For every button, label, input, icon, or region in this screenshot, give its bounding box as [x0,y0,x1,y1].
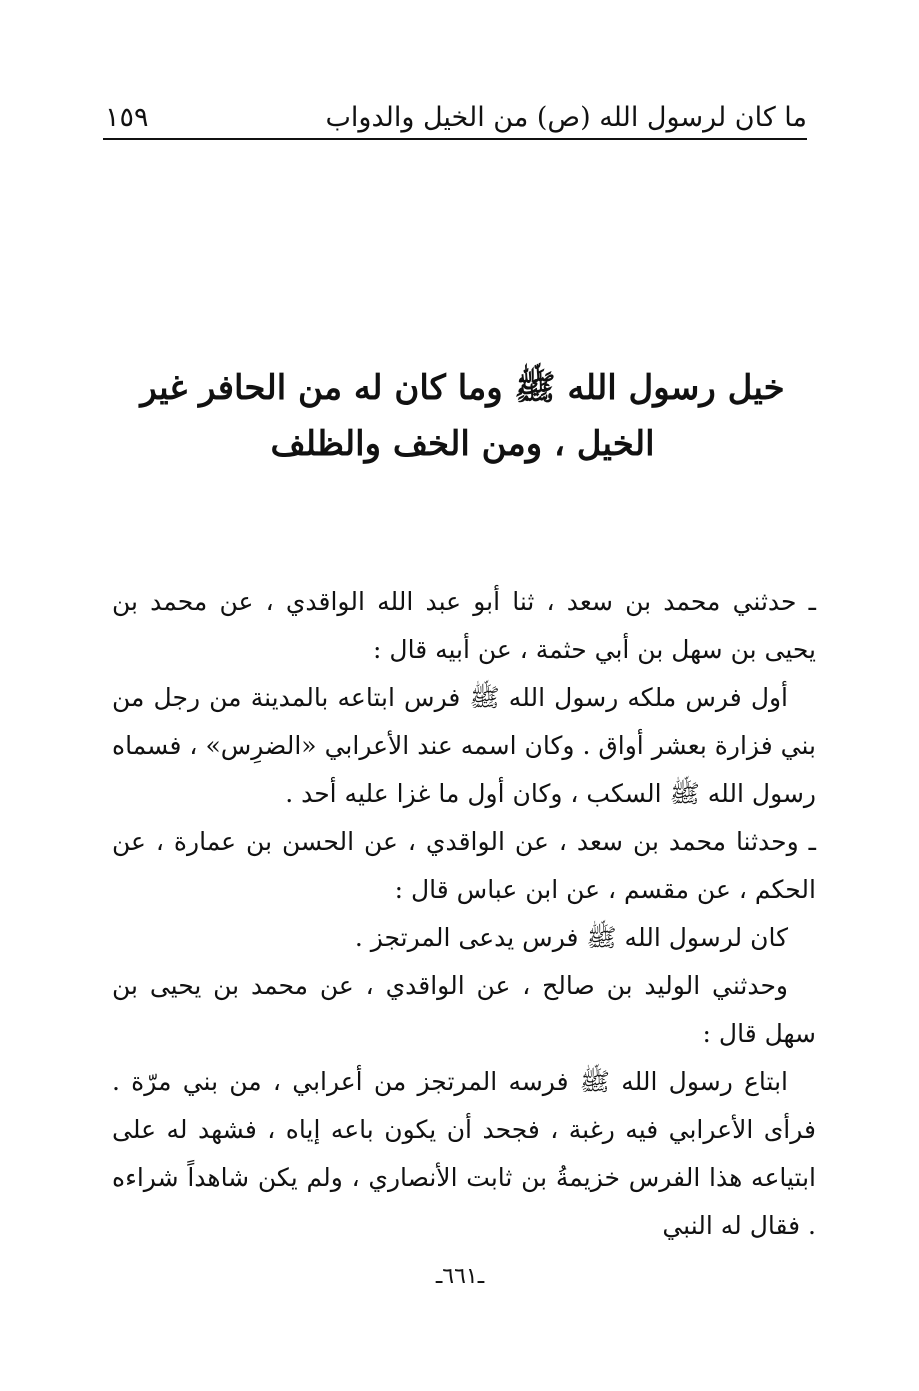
paragraph-narration-1: أول فرس ملكه رسول الله ﷺ فرس ابتاعه بالمدينة من رجل من بني فزارة بعشر أواق . وكان اسمه عند الأعرابي «الضرِس» ، فسماه رسول الله ﷺ السكب ، وكان أول ما غزا عليه أحد . [112,683,816,808]
paragraph-isnad-3: وحدثني الوليد بن صالح ، عن الواقدي ، عن محمد بن يحيى بن سهل قال : [112,971,816,1048]
chapter-title: خيل رسول الله ﷺ وما كان له من الحافر غير الخيل ، ومن الخف والظلف [140,368,785,464]
paragraph-narration-3: ابتاع رسول الله ﷺ فرسه المرتجز من أعرابي ، من بني مرّة . فرأى الأعرابي فيه رغبة ، فجحد أن يكون باعه إياه ، فشهد له على ابتياعه هذا الفرس خزيمةُ بن ثابت الأنصاري ، ولم يكن شاهداً شراءه . فقال له النبي [112,1067,816,1240]
body-text [112,578,816,1250]
paragraph-isnad-1: ـ حدثني محمد بن سعد ، ثنا أبو عبد الله الواقدي ، عن محمد بن يحيى بن سهل بن أبي حثمة ، عن أبيه قال : [112,587,816,664]
page-header [105,92,807,136]
paragraph-isnad-2: ـ وحدثنا محمد بن سعد ، عن الواقدي ، عن الحسن بن عمارة ، عن الحكم ، عن مقسم ، عن ابن عباس قال : [112,827,816,904]
running-title: ما كان لرسول الله (ص) من الخيل والدواب [325,102,807,133]
page-number: ١٥٩ [105,102,149,133]
folio-number: ـ٦٦١ـ [435,1264,485,1289]
header-rule [103,138,807,140]
paragraph-narration-2: كان لرسول الله ﷺ فرس يدعى المرتجز . [354,923,788,952]
